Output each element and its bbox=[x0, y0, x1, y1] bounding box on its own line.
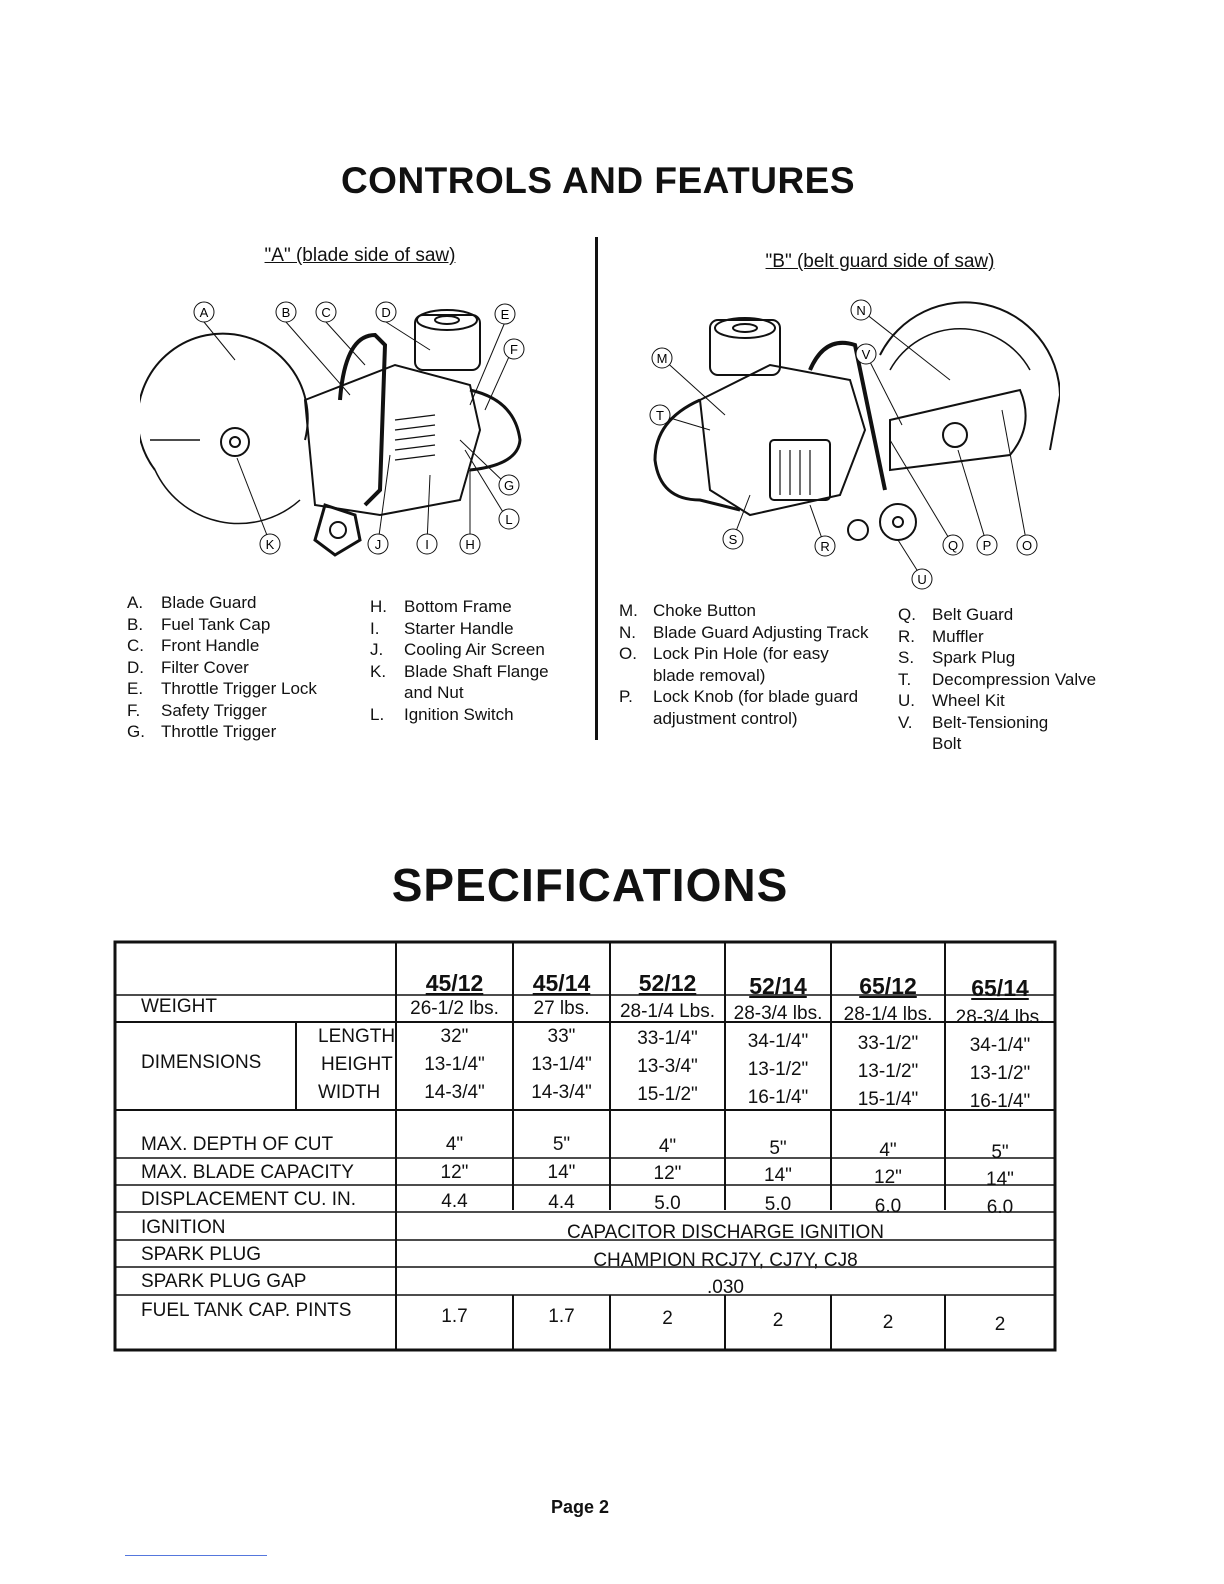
row-label-width: WIDTH bbox=[318, 1082, 381, 1103]
callout-h: H bbox=[465, 537, 475, 552]
legend-item: E. Throttle Trigger Lock bbox=[127, 679, 317, 698]
spec-value: 12" bbox=[440, 1162, 469, 1183]
spec-value-spark-gap: .030 bbox=[707, 1277, 744, 1298]
legend-item: N. Blade Guard Adjusting Track bbox=[619, 622, 869, 642]
spec-value: 27 lbs. bbox=[533, 998, 590, 1019]
row-label-dimensions: DIMENSIONS bbox=[141, 1052, 262, 1073]
callout-n: N bbox=[856, 303, 866, 318]
callout-e: E bbox=[500, 307, 510, 322]
saw-blade-side-illustration bbox=[140, 290, 540, 580]
specs-title: SPECIFICATIONS bbox=[391, 859, 789, 911]
row-label-fuel: FUEL TANK CAP. PINTS bbox=[141, 1300, 352, 1321]
spec-value: 26-1/2 lbs. bbox=[410, 998, 499, 1019]
spec-value: 33" bbox=[547, 1026, 576, 1047]
legend-item: M. Choke Button bbox=[619, 601, 757, 620]
saw-belt-guard-side-illustration bbox=[640, 290, 1060, 600]
row-label-spark-gap: SPARK PLUG GAP bbox=[141, 1271, 307, 1292]
spec-value: 13-1/4" bbox=[531, 1054, 592, 1075]
callout-d: D bbox=[381, 305, 391, 320]
legend-item: U. Wheel Kit bbox=[898, 691, 1005, 710]
spec-value: 14" bbox=[547, 1162, 576, 1183]
spec-value: 14-3/4" bbox=[424, 1082, 485, 1103]
spec-value: 5.0 bbox=[764, 1194, 792, 1215]
spec-value-ignition: CAPACITOR DISCHARGE IGNITION bbox=[566, 1222, 885, 1243]
legend-item: blade removal) bbox=[653, 665, 766, 685]
spec-value: 16-1/4" bbox=[747, 1087, 809, 1108]
spec-value: 32" bbox=[440, 1026, 469, 1047]
specifications-table bbox=[113, 940, 1057, 1352]
spec-value: 2 bbox=[882, 1312, 894, 1333]
row-label-length: LENGTH bbox=[318, 1026, 396, 1047]
spec-value: 12" bbox=[874, 1167, 902, 1188]
legend-item: A. Blade Guard bbox=[127, 593, 257, 612]
row-label-spark-plug: SPARK PLUG bbox=[141, 1244, 262, 1265]
legend-item: P. Lock Knob (for blade guard bbox=[619, 687, 859, 706]
callout-g: G bbox=[503, 478, 515, 493]
callout-r: R bbox=[820, 539, 830, 554]
row-label-depth: MAX. DEPTH OF CUT bbox=[141, 1134, 334, 1155]
spec-value: 4.4 bbox=[441, 1191, 468, 1212]
callout-m: M bbox=[656, 351, 668, 366]
spec-value: 5" bbox=[991, 1142, 1009, 1163]
legend-item: B. Fuel Tank Cap bbox=[127, 614, 271, 634]
legend-item: D. Filter Cover bbox=[127, 657, 249, 677]
legend-b-col1 bbox=[619, 600, 868, 729]
legend-item: adjustment control) bbox=[653, 708, 798, 728]
legend-item: K. Blade Shaft Flange bbox=[370, 661, 549, 681]
legend-item: Q. Belt Guard bbox=[898, 605, 1014, 624]
legend-item: H. Bottom Frame bbox=[370, 597, 512, 616]
legend-item: G. Throttle Trigger bbox=[127, 722, 277, 741]
spec-value: 13-1/2" bbox=[857, 1061, 919, 1082]
column-divider bbox=[595, 237, 598, 740]
legend-item: I. Starter Handle bbox=[370, 618, 514, 638]
spec-value: 6.0 bbox=[986, 1197, 1014, 1218]
spec-value: 15-1/4" bbox=[857, 1089, 919, 1110]
row-label-blade: MAX. BLADE CAPACITY bbox=[141, 1162, 354, 1183]
callout-j: J bbox=[374, 537, 382, 552]
callout-a: A bbox=[199, 305, 209, 320]
spec-value: 14-3/4" bbox=[531, 1082, 592, 1103]
spec-value: 34-1/4" bbox=[747, 1031, 809, 1052]
callout-b: B bbox=[281, 305, 291, 320]
callout-v: V bbox=[861, 347, 871, 362]
callout-q: Q bbox=[947, 538, 959, 553]
legend-a-col1 bbox=[127, 592, 317, 743]
view-b-caption: "B" (belt guard side of saw) bbox=[765, 251, 995, 272]
legend-item: L. Ignition Switch bbox=[370, 704, 514, 724]
row-label-weight: WEIGHT bbox=[141, 996, 217, 1017]
spec-value: 16-1/4" bbox=[969, 1091, 1031, 1112]
model-header: 45/12 bbox=[425, 970, 484, 996]
spec-value: 28-3/4 lbs. bbox=[733, 1003, 823, 1024]
callout-f: F bbox=[510, 342, 518, 357]
legend-a-col2 bbox=[370, 596, 549, 725]
legend-item: F. Safety Trigger bbox=[127, 700, 267, 720]
model-header: 65/14 bbox=[971, 975, 1029, 1001]
callout-l: L bbox=[505, 512, 513, 527]
legend-item: C. Front Handle bbox=[127, 636, 260, 655]
spec-value: 13-3/4" bbox=[637, 1056, 698, 1077]
callout-p: P bbox=[982, 538, 992, 553]
spec-value: 13-1/4" bbox=[424, 1054, 485, 1075]
model-header: 52/12 bbox=[638, 970, 697, 996]
controls-title: CONTROLS AND FEATURES bbox=[340, 160, 856, 201]
legend-item: S. Spark Plug bbox=[898, 648, 1016, 667]
spec-value: 13-1/2" bbox=[969, 1063, 1031, 1084]
legend-item: O. Lock Pin Hole (for easy bbox=[619, 644, 829, 663]
spec-value: 5" bbox=[769, 1138, 787, 1159]
legend-item: J. Cooling Air Screen bbox=[370, 640, 545, 659]
spec-value: 28-3/4 lbs. bbox=[955, 1007, 1045, 1028]
spec-value: 15-1/2" bbox=[637, 1084, 698, 1105]
spec-value-spark-plug: CHAMPION RCJ7Y, CJ7Y, CJ8 bbox=[593, 1250, 858, 1271]
spec-value: 2 bbox=[662, 1308, 673, 1329]
spec-value: 4" bbox=[658, 1136, 677, 1157]
callout-i: I bbox=[425, 537, 429, 552]
row-label-ignition: IGNITION bbox=[141, 1217, 226, 1238]
spec-value: 12" bbox=[653, 1163, 682, 1184]
callout-s: S bbox=[728, 532, 738, 547]
callout-t: T bbox=[656, 408, 664, 423]
callout-c: C bbox=[321, 305, 331, 320]
row-label-height: HEIGHT bbox=[321, 1054, 393, 1075]
spec-value: 28-1/4 lbs. bbox=[843, 1004, 933, 1025]
spec-value: 1.7 bbox=[441, 1306, 468, 1327]
spec-value: 33-1/2" bbox=[857, 1033, 919, 1054]
spec-value: 6.0 bbox=[874, 1196, 902, 1217]
spec-value: 4.4 bbox=[548, 1192, 575, 1213]
spec-value: 14" bbox=[764, 1165, 792, 1186]
callout-u: U bbox=[917, 572, 927, 587]
model-header: 65/12 bbox=[859, 973, 917, 999]
legend-item: T. Decompression Valve bbox=[898, 669, 1097, 689]
model-header: 52/14 bbox=[749, 973, 807, 999]
spec-value: 2 bbox=[772, 1310, 784, 1331]
footer-rule bbox=[125, 1555, 267, 1556]
spec-value: 34-1/4" bbox=[969, 1035, 1031, 1056]
legend-item: and Nut bbox=[404, 683, 464, 702]
spec-value: 5.0 bbox=[654, 1193, 681, 1214]
legend-item: R. Muffler bbox=[898, 626, 984, 646]
spec-value: 5" bbox=[552, 1134, 571, 1155]
view-a-caption: "A" (blade side of saw) bbox=[264, 245, 456, 266]
row-label-displacement: DISPLACEMENT CU. IN. bbox=[141, 1189, 357, 1210]
callout-o: O bbox=[1021, 538, 1033, 553]
page-number: Page 2 bbox=[550, 1497, 610, 1517]
spec-value: 33-1/4" bbox=[637, 1028, 698, 1049]
legend-item: Bolt bbox=[932, 734, 962, 753]
spec-value: 2 bbox=[994, 1314, 1006, 1335]
spec-value: 4" bbox=[879, 1140, 897, 1161]
spec-value: 28-1/4 Lbs. bbox=[619, 1001, 716, 1022]
spec-value: 1.7 bbox=[548, 1306, 575, 1327]
legend-b-col2 bbox=[898, 604, 1096, 755]
legend-item: V. Belt-Tensioning bbox=[898, 712, 1049, 732]
model-header: 45/14 bbox=[532, 970, 591, 996]
spec-value: 13-1/2" bbox=[747, 1059, 809, 1080]
callout-k: K bbox=[265, 537, 275, 552]
spec-value: 4" bbox=[445, 1134, 464, 1155]
spec-value: 14" bbox=[986, 1169, 1014, 1190]
